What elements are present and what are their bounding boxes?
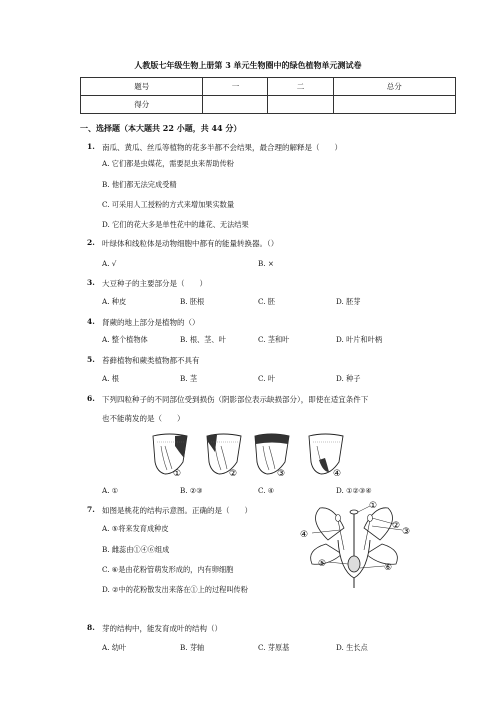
score-table-score-row bbox=[81, 96, 456, 114]
question-stem: 芽的结构中，能发育成叶的结构（） bbox=[102, 624, 222, 633]
flower-label-4: ④ bbox=[300, 530, 309, 540]
question-stem-continued: 也不能萌发的是（ ） bbox=[102, 414, 185, 423]
option: B. 芽轴 bbox=[180, 643, 205, 652]
option: A. 整个植物体 bbox=[102, 335, 148, 344]
option: D. 胚芽 bbox=[336, 297, 361, 306]
option: B. ②③ bbox=[180, 486, 203, 495]
seed-4-label: ④ bbox=[333, 469, 342, 478]
seed-2-figure bbox=[207, 434, 241, 474]
score-header-cell: 一 bbox=[203, 78, 268, 96]
question-number: 7. bbox=[87, 505, 95, 514]
option: C. ④ bbox=[258, 486, 275, 495]
question-number: 8. bbox=[87, 623, 95, 632]
question-stem: 大豆种子的主要部分是（ ） bbox=[102, 279, 207, 288]
score-row-label: 得分 bbox=[81, 96, 203, 114]
option: A. ⑤将来发育成种皮 bbox=[102, 524, 169, 533]
option: C. 茎和叶 bbox=[258, 335, 290, 344]
question-stem: 南瓜、黄瓜、丝瓜等植物的花多半都不会结果，最合理的解释是（ ） bbox=[102, 143, 342, 152]
flower-label-5: ⑤ bbox=[318, 559, 327, 569]
option: A. √ bbox=[102, 259, 117, 268]
flower-label-1: ① bbox=[369, 501, 378, 511]
score-cell bbox=[268, 96, 333, 114]
option: B. 雌蕊由①④⑥组成 bbox=[102, 545, 170, 554]
option: D. ②中的花粉散发出来落在①上的过程叫传粉 bbox=[102, 585, 248, 594]
option: C. 叶 bbox=[258, 374, 275, 383]
option: D. 它们的花大多是单性花中的雄花、无法结果 bbox=[102, 220, 249, 229]
score-table bbox=[80, 77, 456, 114]
score-header-cell: 总分 bbox=[333, 78, 455, 96]
score-cell bbox=[203, 96, 268, 114]
score-table-header-row bbox=[81, 78, 456, 96]
question-number: 5. bbox=[87, 355, 95, 364]
flower-label-3: ③ bbox=[402, 527, 411, 537]
option: D. ①②③④ bbox=[336, 486, 372, 495]
question-number: 1. bbox=[87, 142, 95, 151]
option: C. 芽原基 bbox=[258, 643, 290, 652]
option: B. 根、茎、叶 bbox=[180, 335, 226, 344]
question-stem: 苔藓植物和蕨类植物都不具有 bbox=[102, 356, 200, 365]
peach-flower-diagram bbox=[298, 500, 418, 588]
option: A. 它们都是虫媒花，需要昆虫来帮助传粉 bbox=[102, 159, 234, 168]
option: B. 茎 bbox=[180, 374, 198, 383]
seed-1-figure bbox=[153, 434, 187, 474]
option: A. 种皮 bbox=[102, 297, 127, 306]
seed-damage-figure bbox=[145, 432, 355, 478]
flower-label-6: ⑥ bbox=[384, 563, 393, 573]
option: C. 可采用人工授粉的方式来增加果实数量 bbox=[102, 200, 235, 209]
seed-3-label: ③ bbox=[277, 469, 286, 478]
question-number: 6. bbox=[87, 394, 95, 403]
seed-2-label: ② bbox=[229, 469, 238, 478]
section-heading: 一、选择题（本大题共 22 小题，共 44 分） bbox=[80, 123, 242, 133]
question-stem: 肾蕨的地上部分是植物的（） bbox=[102, 318, 200, 327]
option: B. × bbox=[258, 259, 274, 268]
seed-3-figure bbox=[255, 434, 289, 474]
question-stem: 叶绿体和线粒体是动物细胞中都有的能量转换器。（） bbox=[102, 239, 279, 248]
seed-4-figure bbox=[309, 434, 343, 474]
option: D. 种子 bbox=[336, 374, 361, 383]
question-stem: 下列四粒种子的不同部位受到损伤（阴影部位表示缺损部分），即使在适宜条件下 bbox=[102, 395, 369, 404]
seed-1-label: ① bbox=[173, 469, 182, 478]
score-header-cell: 题号 bbox=[81, 78, 203, 96]
question-number: 3. bbox=[87, 278, 95, 287]
question-number: 4. bbox=[87, 317, 95, 326]
option: D. 叶片和叶柄 bbox=[336, 335, 383, 344]
flower-label-2: ② bbox=[392, 521, 401, 531]
option: A. ① bbox=[102, 486, 119, 495]
option: C. 胚 bbox=[258, 297, 275, 306]
option: C. ⑥是由花粉管萌发形成的，内有卵细胞 bbox=[102, 565, 234, 574]
question-number: 2. bbox=[87, 238, 95, 247]
option: B. 胚根 bbox=[180, 297, 205, 306]
score-cell bbox=[333, 96, 455, 114]
option: A. 幼叶 bbox=[102, 643, 127, 652]
score-header-cell: 二 bbox=[268, 78, 333, 96]
page-title: 人教版七年级生物上册第 3 单元生物圈中的绿色植物单元测试卷 bbox=[134, 60, 362, 70]
option: D. 生长点 bbox=[336, 643, 368, 652]
option: B. 他们都无法完成受精 bbox=[102, 180, 177, 189]
question-stem: 如图是桃花的结构示意图。正确的是（ ） bbox=[102, 506, 252, 515]
option: A. 根 bbox=[102, 374, 119, 383]
